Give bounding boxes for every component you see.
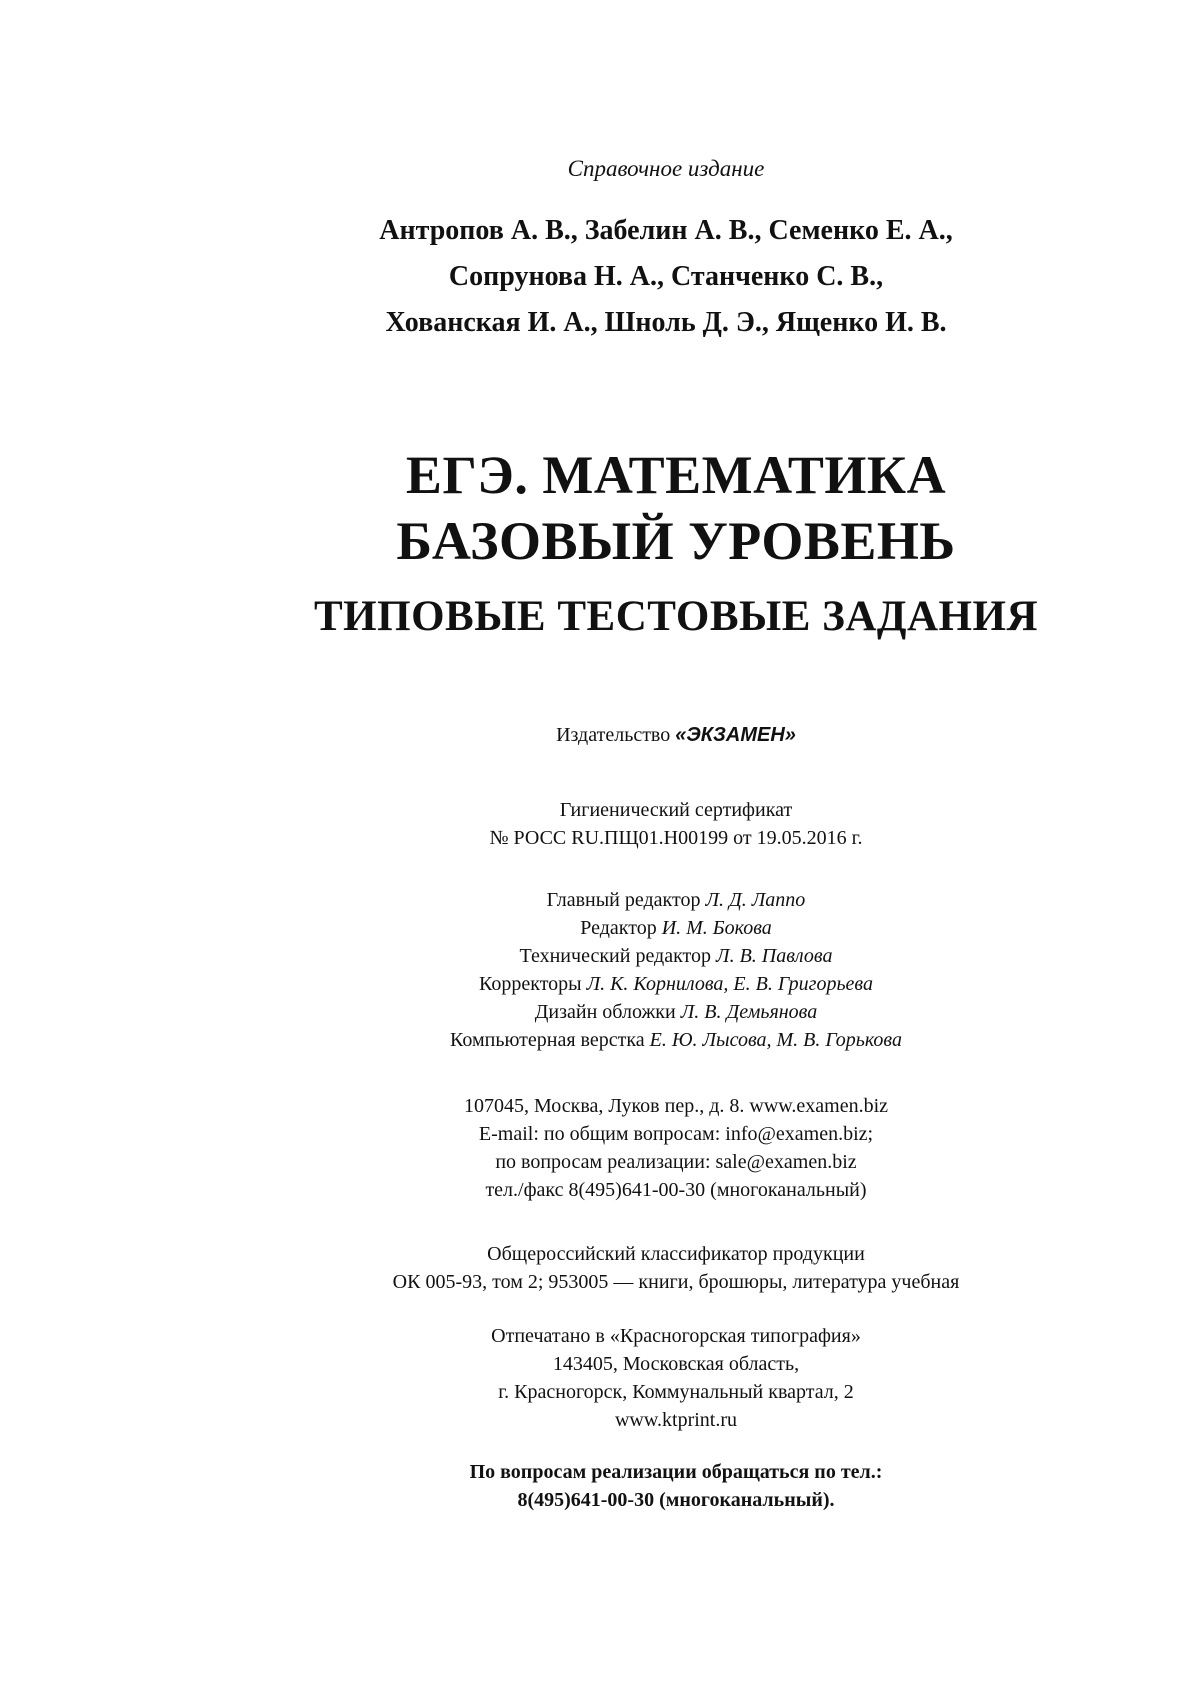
authors <box>64 208 1204 346</box>
edition-type <box>64 156 1204 182</box>
sales-line: 8(495)641-00-30 (многоканальный). <box>517 1489 835 1511</box>
contact-line: тел./факс 8(495)641-00-30 (многоканальный) <box>485 1179 867 1201</box>
staff-name: Л. Д. Лаппо <box>705 889 806 911</box>
product-classifier <box>74 1240 1204 1296</box>
authors-line: Хованская И. А., Шноль Д. Э., Ященко И. В. <box>385 307 947 338</box>
staff-name: Е. Ю. Лысова, М. В. Горькова <box>649 1029 902 1051</box>
book-subtitle <box>74 592 1204 641</box>
staff-name: И. М. Бокова <box>661 917 772 939</box>
staff-role: Главный редактор <box>546 889 706 911</box>
staff-line <box>74 1026 1204 1054</box>
staff-name: Л. К. Корнилова, Е. В. Григорьева <box>586 973 873 995</box>
subtitle-text: ТИПОВЫЕ ТЕСТОВЫЕ ЗАДАНИЯ <box>314 593 1038 640</box>
sales-contact <box>74 1458 1204 1514</box>
staff-role: Корректоры <box>479 973 587 995</box>
printer-info <box>74 1322 1204 1434</box>
contact-line: по вопросам реализации: sale@examen.biz <box>495 1151 857 1173</box>
publisher-contacts <box>74 1092 1204 1204</box>
staff-role: Дизайн обложки <box>534 1001 681 1023</box>
staff-role: Редактор <box>580 917 662 939</box>
book-title <box>74 442 1204 574</box>
certificate-line: Гигиенический сертификат <box>559 799 793 821</box>
hygiene-certificate <box>74 796 1204 852</box>
edition-type-text: Справочное издание <box>567 156 765 181</box>
classifier-line: ОК 005-93, том 2; 953005 — книги, брошюры, литература учебная <box>392 1271 960 1293</box>
printer-line: www.ktprint.ru <box>614 1409 738 1431</box>
contact-line: 107045, Москва, Луков пер., д. 8. www.examen.biz <box>463 1095 889 1117</box>
staff-name: Л. В. Демьянова <box>680 1001 818 1023</box>
sales-line: По вопросам реализации обращаться по тел.: <box>469 1461 883 1483</box>
editorial-staff <box>74 886 1204 1054</box>
printer-line: г. Красногорск, Коммунальный квартал, 2 <box>498 1381 854 1403</box>
printer-line: Отпечатано в «Красногорская типография» <box>491 1325 861 1347</box>
staff-role: Компьютерная верстка <box>450 1029 650 1051</box>
staff-line <box>74 886 1204 914</box>
publisher-label: Издательство <box>556 724 671 746</box>
authors-line: Антропов А. В., Забелин А. В., Семенко Е. А., <box>379 215 953 246</box>
certificate-line: № РОСС RU.ПЩ01.Н00199 от 19.05.2016 г. <box>489 827 863 849</box>
contact-line: E-mail: по общим вопросам: info@examen.biz; <box>478 1123 874 1145</box>
staff-line <box>74 942 1204 970</box>
staff-line <box>74 914 1204 942</box>
staff-role: Технический редактор <box>519 945 717 967</box>
authors-line: Сопрунова Н. А., Станченко С. В., <box>448 261 884 292</box>
staff-name: Л. В. Павлова <box>716 945 833 967</box>
staff-line <box>74 998 1204 1026</box>
title-line-2: БАЗОВЫЙ УРОВЕНЬ <box>396 511 956 571</box>
printer-line: 143405, Московская область, <box>552 1353 800 1375</box>
publisher <box>74 724 1204 747</box>
classifier-line: Общероссийский классификатор продукции <box>487 1243 865 1265</box>
title-line-1: ЕГЭ. МАТЕМАТИКА <box>405 445 947 505</box>
publisher-name: «ЭКЗАМЕН» <box>675 724 796 746</box>
staff-line <box>74 970 1204 998</box>
